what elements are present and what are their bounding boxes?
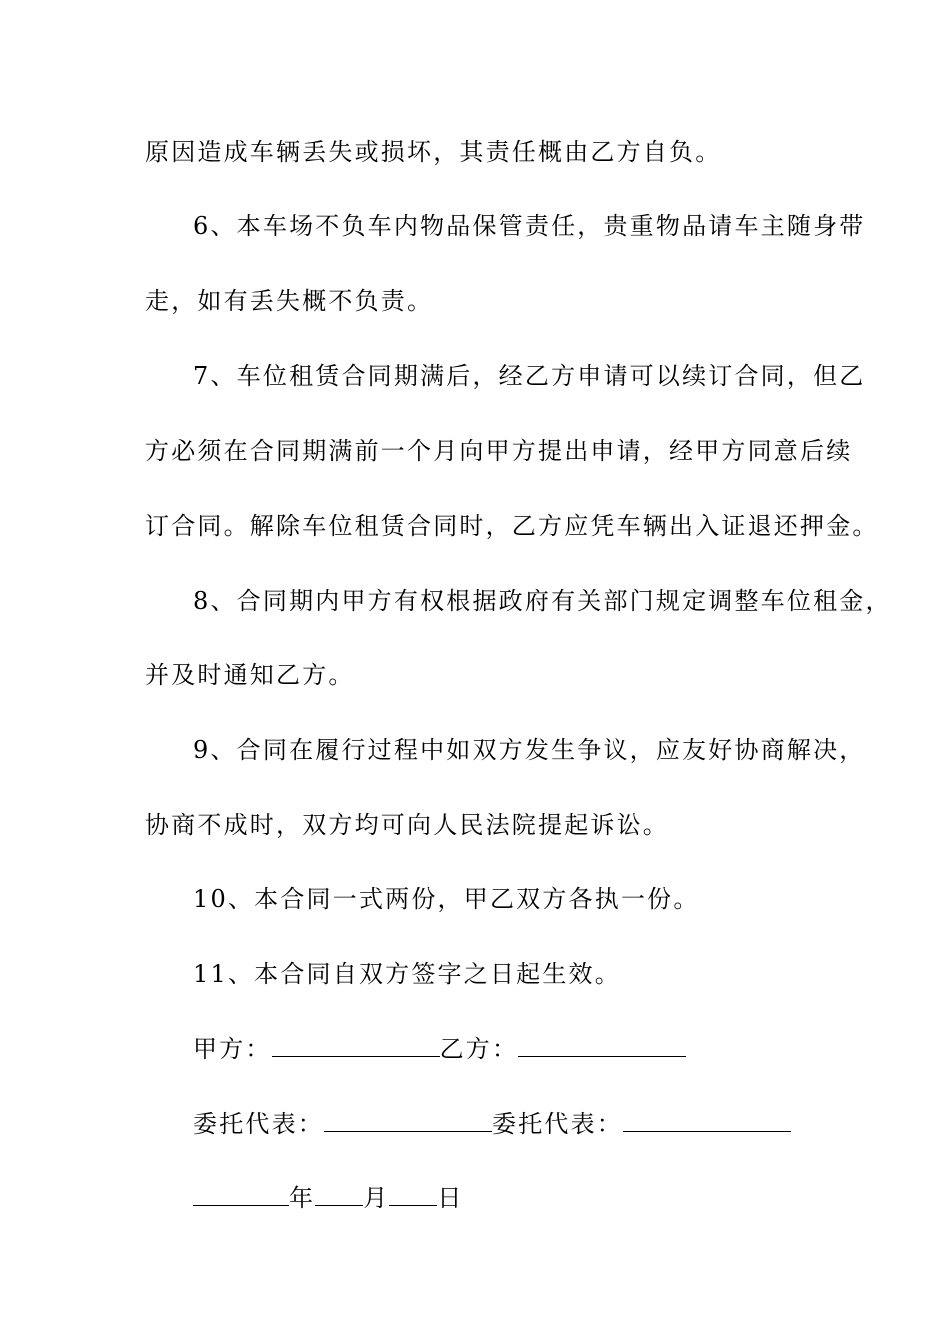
paragraph-9-line-2: 协商不成时，双方均可向人民法院提起诉讼。	[145, 811, 669, 839]
party-b-label: 乙方：	[439, 1035, 519, 1063]
signature-parties-row	[193, 1034, 873, 1064]
paragraph-5-line-1: 原因造成车辆丢失或损坏，其责任概由乙方自负。	[145, 138, 722, 166]
paragraph-10-line-1: 10、本合同一式两份，甲乙双方各执一份。	[193, 885, 700, 913]
month-blank[interactable]	[315, 1185, 363, 1206]
paragraph-6-line-1: 6、本车场不负车内物品保管责任，贵重物品请车主随身带	[193, 212, 866, 240]
year-label: 年	[289, 1184, 316, 1212]
signature-date-row	[193, 1183, 873, 1213]
agent-a-label: 委托代表：	[193, 1110, 324, 1138]
month-label: 月	[363, 1184, 390, 1212]
paragraph-9-line-1: 9、合同在履行过程中如双方发生争议，应友好协商解决，	[193, 736, 866, 764]
agent-b-label: 委托代表：	[492, 1110, 623, 1138]
party-a-blank[interactable]	[272, 1036, 440, 1057]
paragraph-6-line-2: 走，如有丢失概不负责。	[145, 287, 434, 315]
party-a-label: 甲方：	[193, 1035, 272, 1063]
paragraph-8-line-2: 并及时通知乙方。	[145, 661, 355, 689]
day-blank[interactable]	[389, 1185, 437, 1206]
day-label: 日	[437, 1184, 464, 1212]
paragraph-7-line-1: 7、车位租赁合同期满后，经乙方申请可以续订合同，但乙	[193, 362, 866, 390]
paragraph-7-line-3: 订合同。解除车位租赁合同时，乙方应凭车辆出入证退还押金。	[145, 512, 879, 540]
agent-b-blank[interactable]	[623, 1111, 791, 1132]
party-b-blank[interactable]	[518, 1036, 686, 1057]
paragraph-11-line-1: 11、本合同自双方签字之日起生效。	[193, 960, 621, 988]
paragraph-7-line-2: 方必须在合同期满前一个月向甲方提出申请，经甲方同意后续	[145, 437, 853, 465]
year-blank[interactable]	[193, 1185, 289, 1206]
signature-agents-row	[193, 1109, 873, 1139]
paragraph-8-line-1: 8、合同期内甲方有权根据政府有关部门规定调整车位租金，	[193, 587, 892, 615]
agent-a-blank[interactable]	[324, 1111, 492, 1132]
